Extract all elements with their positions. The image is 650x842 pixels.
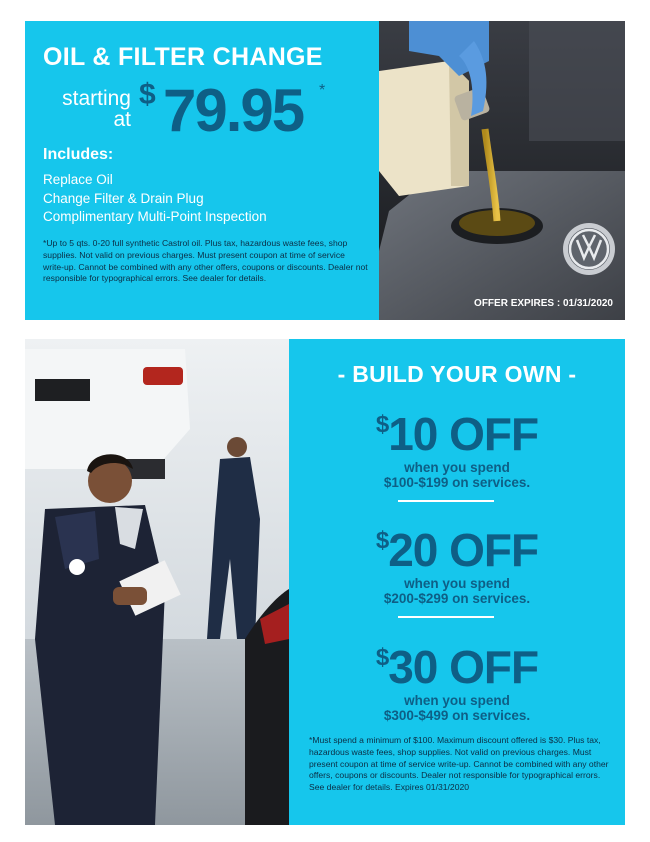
divider-line (398, 616, 494, 618)
discount-amount: $30 OFF (375, 641, 539, 693)
offer-expiration: OFFER EXPIRES : 01/31/2020 (474, 298, 613, 309)
discount-condition: when you spend $100-$199 on services. (383, 460, 531, 490)
discount-amount: $20 OFF (375, 524, 539, 576)
discount-condition: when you spend $300-$499 on services. (383, 693, 531, 723)
technician-photo (25, 339, 289, 825)
vw-logo-icon (563, 223, 615, 275)
build-your-own-coupon (289, 339, 625, 825)
oil-pour-photo (379, 21, 625, 320)
include-item: Replace Oil (43, 172, 113, 187)
price-asterisk: * (319, 82, 326, 99)
discount-offer (289, 632, 625, 723)
coupon-title: OIL & FILTER CHANGE (43, 43, 323, 71)
divider-line (398, 500, 494, 502)
service-bay-illustration (25, 339, 289, 825)
discount-offer (289, 399, 625, 490)
discount-offer (289, 515, 625, 606)
oil-change-coupon-text (25, 21, 379, 320)
discount-condition: when you spend $200-$299 on services. (383, 576, 531, 606)
include-item: Change Filter & Drain Plug (43, 190, 204, 206)
fine-print: *Up to 5 qts. 0-20 full synthetic Castrol oil. Plus tax, hazardous waste fees, shop supplies. Not valid on previous charges. Must present coupon at time of service write-up. Cannot be combined with any other offers, coupons or discounts. Dealer not responsible for typographical errors. See dealer for details. (43, 238, 368, 284)
include-item: Complimentary Multi-Point Inspection (43, 209, 267, 224)
discount-amount: $10 OFF (375, 408, 539, 460)
fine-print: *Must spend a minimum of $100. Maximum discount offered is $30. Plus tax, hazardous waste fees, shop supplies. Not valid on previous charges. Must present coupon at time of service write-up. Cannot be combined with any other offers, coupons or discounts. Dealer not responsible for typographical errors. See dealer for details. Expires 01/31/2020 (309, 735, 609, 793)
price-currency: $ (139, 78, 156, 111)
starting-at-label: starting at (62, 87, 131, 131)
engine-illustration (379, 21, 625, 320)
includes-list (43, 171, 267, 227)
includes-heading: Includes: (43, 146, 114, 163)
coupon-heading: - BUILD YOUR OWN - (337, 361, 577, 387)
price-value: 79.95 (163, 77, 304, 144)
